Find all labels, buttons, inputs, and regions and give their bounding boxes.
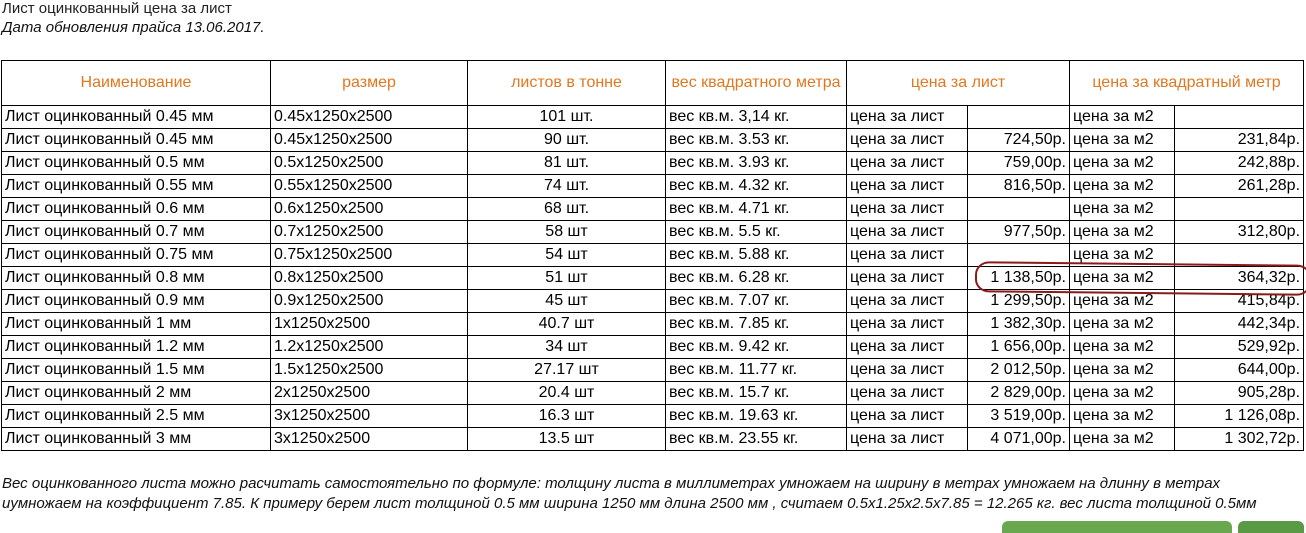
cell-sheet-price: [968, 244, 1070, 267]
weight-formula-note: Вес оцинкованного листа можно расчитать самостоятельно по формуле: толщину листа в миллиметрах умножаем на ширину в метрах умножаем на длинну в метрах иумножаем на коэффициент 7.85. К примеру берем лист толщиной 0.5 мм ширина 1250 мм длина 2500 мм , считаем 0.5х1.25х2.5х7.85 = 12.265 кг. вес листа толщиной 0.5мм: [2, 475, 1257, 512]
cell-m2-price-label: цена за м2: [1070, 382, 1175, 405]
cell-m2-price: [1175, 106, 1304, 129]
green-button-partial[interactable]: [1002, 521, 1232, 533]
cell-m2-price: 364,32р.: [1175, 267, 1304, 290]
cell-m2-price: [1175, 244, 1304, 267]
cell-weight: вес кв.м. 4.71 кг.: [666, 198, 847, 221]
cell-sheet-price-label: цена за лист: [847, 129, 968, 152]
cell-size: 0.5х1250х2500: [271, 152, 468, 175]
cell-name: Лист оцинкованный 2.5 мм: [2, 405, 271, 428]
table-row: [2, 313, 1304, 336]
cell-weight: вес кв.м. 15.7 кг.: [666, 382, 847, 405]
cell-name: Лист оцинкованный 0.45 мм: [2, 129, 271, 152]
cell-size: 0.6х1250х2500: [271, 198, 468, 221]
cell-sheets-per-ton: 16.3 шт: [468, 405, 666, 428]
cell-m2-price: 644,00р.: [1175, 359, 1304, 382]
cell-m2-price: 1 126,08р.: [1175, 405, 1304, 428]
cell-weight: вес кв.м. 7.85 кг.: [666, 313, 847, 336]
cell-m2-price: 442,34р.: [1175, 313, 1304, 336]
cell-m2-price: 415,84р.: [1175, 290, 1304, 313]
cell-sheet-price: 724,50р.: [968, 129, 1070, 152]
cell-sheet-price-label: цена за лист: [847, 336, 968, 359]
cell-sheets-per-ton: 45 шт: [468, 290, 666, 313]
cell-weight: вес кв.м. 19.63 кг.: [666, 405, 847, 428]
cell-size: 0.8х1250х2500: [271, 267, 468, 290]
cell-sheet-price: 2 829,00р.: [968, 382, 1070, 405]
cell-m2-price-label: цена за м2: [1070, 129, 1175, 152]
cell-size: 0.75х1250х2500: [271, 244, 468, 267]
cell-weight: вес кв.м. 11.77 кг.: [666, 359, 847, 382]
price-update-date: Дата обновления прайса 13.06.2017.: [2, 19, 265, 36]
cell-name: Лист оцинкованный 0.55 мм: [2, 175, 271, 198]
table-row: [2, 129, 1304, 152]
column-header-size: размер: [271, 61, 468, 106]
column-header-sheet-price: цена за лист: [847, 61, 1070, 106]
cell-sheets-per-ton: 101 шт.: [468, 106, 666, 129]
cell-sheets-per-ton: 74 шт.: [468, 175, 666, 198]
cell-m2-price-label: цена за м2: [1070, 198, 1175, 221]
cell-sheet-price-label: цена за лист: [847, 244, 968, 267]
cell-name: Лист оцинкованный 1.5 мм: [2, 359, 271, 382]
cell-name: Лист оцинкованный 0.8 мм: [2, 267, 271, 290]
cell-sheet-price-label: цена за лист: [847, 152, 968, 175]
cell-m2-price-label: цена за м2: [1070, 106, 1175, 129]
cell-m2-price-label: цена за м2: [1070, 221, 1175, 244]
cell-sheet-price-label: цена за лист: [847, 175, 968, 198]
cell-sheet-price: 759,00р.: [968, 152, 1070, 175]
cell-weight: вес кв.м. 4.32 кг.: [666, 175, 847, 198]
cell-name: Лист оцинкованный 3 мм: [2, 428, 271, 451]
cell-sheet-price: 2 012,50р.: [968, 359, 1070, 382]
cell-sheets-per-ton: 68 шт.: [468, 198, 666, 221]
cell-m2-price: 529,92р.: [1175, 336, 1304, 359]
cell-size: 2х1250х2500: [271, 382, 468, 405]
cell-sheet-price-label: цена за лист: [847, 198, 968, 221]
cell-weight: вес кв.м. 23.55 кг.: [666, 428, 847, 451]
cell-size: 3х1250х2500: [271, 405, 468, 428]
cell-size: 1.2х1250х2500: [271, 336, 468, 359]
cell-m2-price-label: цена за м2: [1070, 405, 1175, 428]
cell-sheet-price-label: цена за лист: [847, 267, 968, 290]
cell-weight: вес кв.м. 5.5 кг.: [666, 221, 847, 244]
table-row: [2, 152, 1304, 175]
cell-sheet-price-label: цена за лист: [847, 221, 968, 244]
cell-name: Лист оцинкованный 2 мм: [2, 382, 271, 405]
cell-m2-price: 261,28р.: [1175, 175, 1304, 198]
table-header-row: [2, 61, 1304, 106]
table-row: [2, 336, 1304, 359]
cell-size: 1.5х1250х2500: [271, 359, 468, 382]
table-row: [2, 106, 1304, 129]
cell-m2-price-label: цена за м2: [1070, 175, 1175, 198]
table-row: [2, 267, 1304, 290]
column-header-sheets-per-ton: листов в тонне: [468, 61, 666, 106]
cell-name: Лист оцинкованный 0.75 мм: [2, 244, 271, 267]
table-row: [2, 359, 1304, 382]
cell-name: Лист оцинкованный 0.6 мм: [2, 198, 271, 221]
table-row: [2, 290, 1304, 313]
cell-weight: вес кв.м. 9.42 кг.: [666, 336, 847, 359]
cell-m2-price: 905,28р.: [1175, 382, 1304, 405]
cell-sheet-price: 1 382,30р.: [968, 313, 1070, 336]
cell-sheets-per-ton: 40.7 шт: [468, 313, 666, 336]
cell-weight: вес кв.м. 7.07 кг.: [666, 290, 847, 313]
cell-weight: вес кв.м. 3.93 кг.: [666, 152, 847, 175]
cell-m2-price: 1 302,72р.: [1175, 428, 1304, 451]
cell-sheet-price-label: цена за лист: [847, 428, 968, 451]
cell-m2-price: 231,84р.: [1175, 129, 1304, 152]
cell-size: 3х1250х2500: [271, 428, 468, 451]
cell-sheet-price: 977,50р.: [968, 221, 1070, 244]
cell-weight: вес кв.м. 3,14 кг.: [666, 106, 847, 129]
cell-sheet-price: 3 519,00р.: [968, 405, 1070, 428]
cell-size: 0.9х1250х2500: [271, 290, 468, 313]
cell-size: 0.45х1250х2500: [271, 106, 468, 129]
cell-sheets-per-ton: 27.17 шт: [468, 359, 666, 382]
price-table-body: [2, 106, 1304, 451]
cell-sheets-per-ton: 51 шт: [468, 267, 666, 290]
table-row: [2, 198, 1304, 221]
table-row: [2, 382, 1304, 405]
page-title: Лист оцинкованный цена за лист: [2, 0, 232, 17]
green-button-partial-2[interactable]: [1238, 521, 1304, 533]
cell-name: Лист оцинкованный 1 мм: [2, 313, 271, 336]
cell-weight: вес кв.м. 5.88 кг.: [666, 244, 847, 267]
table-row: [2, 405, 1304, 428]
cell-m2-price-label: цена за м2: [1070, 313, 1175, 336]
cell-sheet-price: [968, 198, 1070, 221]
cell-sheet-price: 1 656,00р.: [968, 336, 1070, 359]
cell-sheets-per-ton: 81 шт.: [468, 152, 666, 175]
cell-sheet-price: 816,50р.: [968, 175, 1070, 198]
cell-sheets-per-ton: 34 шт: [468, 336, 666, 359]
cell-m2-price-label: цена за м2: [1070, 152, 1175, 175]
cell-sheet-price-label: цена за лист: [847, 359, 968, 382]
table-row: [2, 428, 1304, 451]
cell-m2-price-label: цена за м2: [1070, 428, 1175, 451]
column-header-m2-price: цена за квадратный метр: [1070, 61, 1304, 106]
cell-m2-price: 242,88р.: [1175, 152, 1304, 175]
cell-size: 0.45х1250х2500: [271, 129, 468, 152]
cell-sheet-price: 4 071,00р.: [968, 428, 1070, 451]
cell-sheet-price: 1 299,50р.: [968, 290, 1070, 313]
cell-sheet-price: [968, 106, 1070, 129]
cell-name: Лист оцинкованный 1.2 мм: [2, 336, 271, 359]
cell-name: Лист оцинкованный 0.45 мм: [2, 106, 271, 129]
cell-m2-price: 312,80р.: [1175, 221, 1304, 244]
cell-sheets-per-ton: 13.5 шт: [468, 428, 666, 451]
cell-name: Лист оцинкованный 0.7 мм: [2, 221, 271, 244]
column-header-weight: вес квадратного метра: [666, 61, 847, 106]
table-row: [2, 244, 1304, 267]
column-header-name: Наименование: [2, 61, 271, 106]
cell-sheet-price-label: цена за лист: [847, 106, 968, 129]
cell-weight: вес кв.м. 3.53 кг.: [666, 129, 847, 152]
cell-m2-price: [1175, 198, 1304, 221]
cell-m2-price-label: цена за м2: [1070, 244, 1175, 267]
cell-size: 1х1250х2500: [271, 313, 468, 336]
cell-sheet-price-label: цена за лист: [847, 405, 968, 428]
cell-sheets-per-ton: 90 шт.: [468, 129, 666, 152]
cell-sheets-per-ton: 54 шт: [468, 244, 666, 267]
cell-m2-price-label: цена за м2: [1070, 336, 1175, 359]
cell-size: 0.55х1250х2500: [271, 175, 468, 198]
cell-sheets-per-ton: 58 шт: [468, 221, 666, 244]
cell-m2-price-label: цена за м2: [1070, 290, 1175, 313]
table-row: [2, 175, 1304, 198]
cell-sheets-per-ton: 20.4 шт: [468, 382, 666, 405]
cell-m2-price-label: цена за м2: [1070, 267, 1175, 290]
price-table: [1, 60, 1304, 451]
cell-size: 0.7х1250х2500: [271, 221, 468, 244]
cell-sheet-price: 1 138,50р.: [968, 267, 1070, 290]
cell-sheet-price-label: цена за лист: [847, 382, 968, 405]
cell-name: Лист оцинкованный 0.5 мм: [2, 152, 271, 175]
cell-weight: вес кв.м. 6.28 кг.: [666, 267, 847, 290]
cell-sheet-price-label: цена за лист: [847, 313, 968, 336]
cell-m2-price-label: цена за м2: [1070, 359, 1175, 382]
cell-sheet-price-label: цена за лист: [847, 290, 968, 313]
table-row: [2, 221, 1304, 244]
cell-name: Лист оцинкованный 0.9 мм: [2, 290, 271, 313]
